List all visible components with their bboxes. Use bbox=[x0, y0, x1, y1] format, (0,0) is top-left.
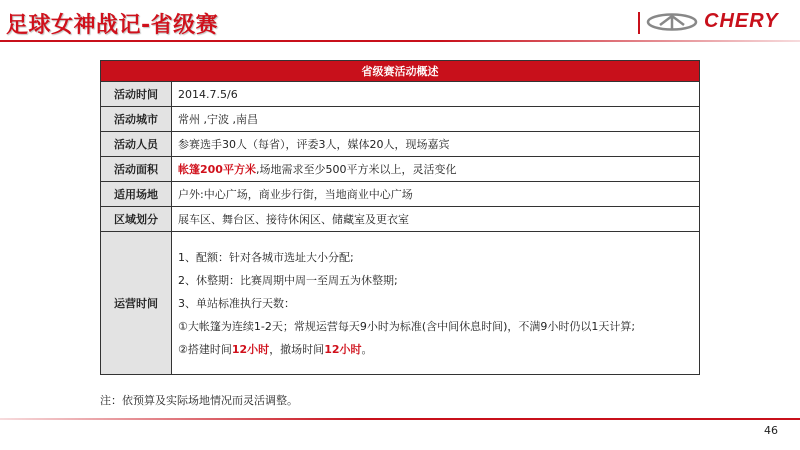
row-value bbox=[172, 157, 700, 182]
table-row bbox=[101, 182, 700, 207]
row-value: 展车区、舞台区、接待休闲区、储藏室及更衣室 bbox=[172, 207, 700, 232]
ops-text: 。 bbox=[361, 342, 373, 356]
ops-line: 3、单站标准执行天数： bbox=[178, 296, 295, 310]
row-label: 区域划分 bbox=[101, 207, 172, 232]
page-number: 46 bbox=[764, 424, 778, 437]
ops-line: ①大帐篷为连续1-2天；常规运营每天9小时为标准(含中间休息时间)，不满9小时仍以1天计算; bbox=[178, 319, 636, 333]
footer-divider bbox=[0, 418, 800, 420]
build-time-highlight: 12小时 bbox=[231, 342, 270, 356]
table-row bbox=[101, 82, 700, 107]
area-highlight: 帐篷200平方米 bbox=[178, 163, 256, 176]
table-heading: 省级赛活动概述 bbox=[101, 61, 700, 82]
row-value: 常州 ,宁波 ,南昌 bbox=[172, 107, 700, 132]
chery-emblem-icon bbox=[646, 13, 698, 31]
logo-divider bbox=[638, 12, 640, 34]
page-title: 足球女神战记-省级赛 bbox=[6, 13, 219, 38]
row-label: 活动面积 bbox=[101, 157, 172, 182]
row-label: 适用场地 bbox=[101, 182, 172, 207]
row-value: 2014.7.5/6 bbox=[172, 82, 700, 107]
table-row bbox=[101, 132, 700, 157]
area-rest: ,场地需求至少500平方米以上，灵活变化 bbox=[255, 163, 457, 176]
table-row bbox=[101, 107, 700, 132]
header-divider bbox=[0, 40, 800, 42]
table-row bbox=[101, 232, 700, 375]
ops-text: ，撤场时间 bbox=[269, 342, 325, 356]
ops-line bbox=[178, 338, 693, 361]
operations-cell bbox=[172, 232, 700, 375]
table-row bbox=[101, 157, 700, 182]
row-label: 运营时间 bbox=[101, 232, 172, 375]
table-row bbox=[101, 207, 700, 232]
teardown-time-highlight: 12小时 bbox=[324, 342, 362, 356]
row-label: 活动人员 bbox=[101, 132, 172, 157]
logo-text: CHERY bbox=[704, 10, 779, 32]
row-label: 活动城市 bbox=[101, 107, 172, 132]
overview-table bbox=[100, 60, 700, 375]
row-label: 活动时间 bbox=[101, 82, 172, 107]
ops-text: ②搭建时间 bbox=[178, 342, 232, 356]
ops-line: 1、配额：针对各城市选址大小分配; bbox=[178, 250, 354, 264]
row-value: 参赛选手30人（每省），评委3人，媒体20人，现场嘉宾 bbox=[172, 132, 700, 157]
row-value: 户外:中心广场，商业步行街，当地商业中心广场 bbox=[172, 182, 700, 207]
footnote: 注：依预算及实际场地情况而灵活调整。 bbox=[100, 394, 298, 407]
chery-logo bbox=[638, 8, 798, 36]
table-heading-row bbox=[101, 61, 700, 82]
ops-line: 2、休整期：比赛周期中周一至周五为休整期; bbox=[178, 273, 398, 287]
